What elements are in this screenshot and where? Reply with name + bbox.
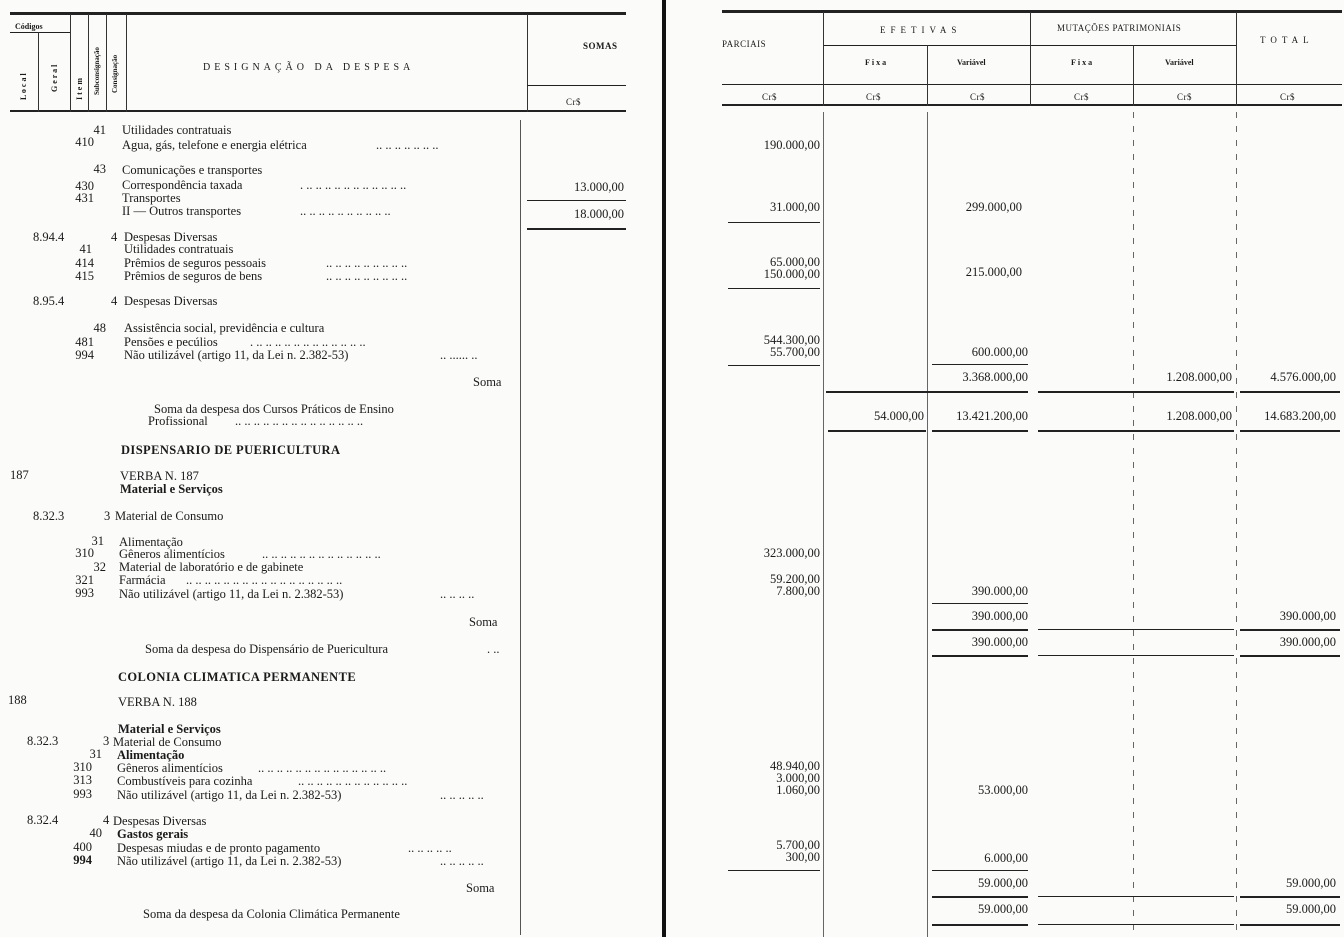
code: 188 (8, 693, 27, 707)
dot-leader: .. .. .. .. .. .. .. .. .. .. .. .. .. .. (235, 414, 364, 428)
line-desc: Material de Consumo (113, 735, 222, 749)
efetivas-header: EFETIVAS (880, 25, 962, 35)
total-value: 59.000,00 (1286, 902, 1336, 916)
parcial-value: 3.000,00 (776, 771, 820, 785)
line-desc: Alimentação (117, 748, 185, 762)
dot-leader: . .. (487, 642, 500, 656)
line-desc: Não utilizável (artigo 11, da Lei n. 2.382-53) (119, 587, 344, 601)
dot-leader: .. .. .. .. .. .. .. .. .. .. .. .. .. (262, 547, 381, 561)
variavel-header: Variável (1165, 58, 1194, 67)
dot-leader: .. .. .. .. .. .. .. .. .. (326, 256, 408, 270)
total-value: 4.576.000,00 (1270, 370, 1336, 384)
line-desc: Material de laboratório e de gabinete (119, 560, 304, 574)
currency-label: Cr$ (970, 92, 985, 102)
code: 41 (93, 123, 106, 137)
mutacoes-value: 1.208.000,00 (1166, 409, 1232, 423)
code: 321 (75, 573, 94, 587)
dot-leader: .. ...... .. (440, 348, 478, 362)
header-top-rule (722, 10, 1342, 13)
code: 431 (75, 191, 94, 205)
dot-leader: .. .. .. .. .. .. .. .. .. .. .. .. .. .. .. .. .. (186, 573, 343, 587)
line-desc: Despesas Diversas (113, 814, 207, 828)
desc-right-border (520, 120, 521, 935)
somas-underline (527, 228, 626, 230)
total-underline (1240, 391, 1340, 393)
line-desc: Gêneros alimentícios (117, 761, 223, 775)
consignacao-label: Consignação (111, 54, 119, 93)
section-title: COLONIA CLIMATICA PERMANENTE (118, 670, 357, 684)
col-sep (1236, 12, 1237, 106)
page-gutter (640, 0, 680, 937)
variavel-value: 6.000,00 (984, 851, 1028, 865)
line-desc: Correspondência taxada (122, 178, 243, 192)
col-sep (106, 14, 107, 112)
dot-leader: .. .. .. .. .. .. .. .. .. .. .. .. (298, 774, 408, 788)
code: 8.32.3 (33, 509, 65, 523)
mutacoes-header: MUTAÇÕES PATRIMONIAIS (1057, 23, 1182, 33)
code: 4 (111, 230, 118, 244)
binding-edge (662, 0, 666, 937)
parcial-value: 544.300,00 (763, 333, 820, 347)
line-desc: II — Outros transportes (122, 204, 242, 218)
variavel-underline (932, 870, 1028, 871)
col-sep (1030, 12, 1031, 106)
total-underline (1240, 896, 1340, 898)
fixa-value: 54.000,00 (874, 409, 924, 423)
line-desc: Utilidades contratuais (124, 242, 234, 256)
code: 415 (75, 269, 94, 283)
soma-desc: Soma da despesa do Dispensário de Puericultura (145, 642, 388, 656)
line-desc: Farmácia (119, 573, 166, 587)
code: 481 (75, 335, 94, 349)
section-title: DISPENSARIO DE PUERICULTURA (121, 443, 341, 457)
variavel-value: 600.000,00 (971, 345, 1028, 359)
header-top-rule (10, 12, 626, 15)
variavel-underline (932, 655, 1028, 657)
code: 4 (103, 813, 110, 827)
dot-leader: .. .. .. .. .. .. .. .. .. .. .. .. .. .. (258, 761, 387, 775)
fixa-header: Fixa (865, 58, 889, 67)
variavel-value: 215.000,00 (965, 265, 1022, 279)
parcial-value: 7.800,00 (776, 584, 820, 598)
code: 3 (103, 734, 110, 748)
line-desc: Combustíveis para cozinha (117, 774, 253, 788)
currency-label: Cr$ (1280, 92, 1295, 102)
parcial-value: 300,00 (785, 850, 820, 864)
parcial-value: 48.940,00 (770, 759, 820, 773)
dot-leader: .. .. .. .. (440, 587, 475, 601)
code: 994 (75, 348, 94, 362)
line-desc: Alimentação (119, 535, 183, 549)
parcial-value: 150.000,00 (763, 267, 820, 281)
fixa-underline (828, 430, 926, 432)
col-sep (527, 14, 528, 112)
code: 32 (93, 560, 106, 574)
code: 310 (73, 760, 92, 774)
dot-leader: . .. .. .. .. .. .. .. .. .. .. .. .. (250, 335, 366, 349)
code: 4 (111, 294, 118, 308)
col-sep (88, 14, 89, 112)
line-desc: Assistência social, previdência e cultura (124, 321, 325, 335)
variavel-underline (932, 629, 1028, 631)
code: 48 (93, 321, 106, 335)
col-sep (823, 12, 824, 106)
line-desc: Pensões e pecúlios (124, 335, 218, 349)
variavel-value: 59.000,00 (978, 902, 1028, 916)
col-sep (1133, 45, 1134, 106)
subtitle: Material e Serviços (118, 722, 221, 736)
fixa-header: Fixa (1071, 58, 1095, 67)
parcial-underline (728, 870, 820, 871)
dot-leader: .. .. .. .. .. (440, 788, 484, 802)
total-underline (1240, 430, 1340, 432)
total-underline (1240, 655, 1340, 657)
line-desc: Agua, gás, telefone e energia elétrica (122, 138, 307, 152)
total-underline (1240, 924, 1340, 926)
somas-header: SOMAS (583, 41, 618, 51)
parcial-value: 31.000,00 (770, 200, 820, 214)
parcial-value: 190.000,00 (763, 138, 820, 152)
variavel-underline (932, 924, 1028, 926)
verba-title: VERBA N. 188 (118, 695, 197, 709)
subconsignacao-label: Subconsignação (93, 47, 101, 95)
line-desc: Utilidades contratuais (122, 123, 232, 137)
soma-label: Soma (469, 615, 498, 629)
code: 8.95.4 (33, 294, 65, 308)
parcial-value: 1.060,00 (776, 783, 820, 797)
mutacoes-underline (1038, 629, 1234, 630)
parcial-underline (728, 365, 820, 366)
col-sep (1133, 112, 1134, 937)
somas-underline (527, 200, 626, 201)
line-desc: Gêneros alimentícios (119, 547, 225, 561)
code: 310 (75, 546, 94, 560)
parcial-value: 323.000,00 (763, 546, 820, 560)
dot-leader: .. .. .. .. .. .. .. .. .. .. (300, 204, 391, 218)
line-desc: Transportes (122, 191, 181, 205)
line-desc: Não utilizável (artigo 11, da Lei n. 2.382-53) (117, 854, 342, 868)
variavel-underline (932, 603, 1028, 604)
variavel-header: Variável (957, 58, 986, 67)
line-desc: Não utilizável (artigo 11, da Lei n. 2.382-53) (124, 348, 349, 362)
code: 993 (73, 787, 92, 801)
soma-desc: Profissional (148, 414, 208, 428)
code: 430 (75, 179, 94, 193)
variavel-value: 53.000,00 (978, 783, 1028, 797)
codigos-label: Códigos (15, 22, 43, 31)
code: 31 (89, 747, 102, 761)
dot-leader: . .. .. .. .. .. .. .. .. .. .. .. (300, 178, 407, 192)
code: 414 (75, 256, 94, 270)
line-desc: Material de Consumo (115, 509, 224, 523)
total-underline (1240, 629, 1340, 631)
code: 993 (75, 586, 94, 600)
code: 313 (73, 773, 92, 787)
dot-leader: .. .. .. .. .. .. .. (376, 138, 439, 152)
total-value: 390.000,00 (1279, 609, 1336, 623)
currency-label: Cr$ (1177, 92, 1192, 102)
currency-label: Cr$ (566, 97, 581, 107)
currency-label: Cr$ (866, 92, 881, 102)
dot-leader: .. .. .. .. .. (408, 841, 452, 855)
code: 8.94.4 (33, 230, 65, 244)
somas-value: 18.000,00 (574, 207, 624, 221)
col-sep (38, 32, 39, 112)
col-sep (70, 14, 71, 112)
code: 8.32.3 (27, 734, 59, 748)
total-header: TOTAL (1260, 35, 1314, 45)
parcial-value: 59.200,00 (770, 572, 820, 586)
col-sep (1236, 112, 1237, 937)
code: 3 (104, 509, 111, 523)
line-desc: Despesas Diversas (124, 294, 218, 308)
variavel-underline (826, 391, 1028, 393)
col-sep (126, 14, 127, 112)
parcial-value: 65.000,00 (770, 255, 820, 269)
mutacoes-underline (1038, 655, 1234, 656)
line-desc: Despesas miudas e de pronto pagamento (117, 841, 321, 855)
geral-label: G e r a l (50, 64, 59, 92)
parcial-value: 5.700,00 (776, 838, 820, 852)
total-value: 390.000,00 (1279, 635, 1336, 649)
line-desc: Comunicações e transportes (122, 163, 263, 177)
mutacoes-value: 1.208.000,00 (1166, 370, 1232, 384)
code: 31 (91, 534, 104, 548)
line-desc: Prêmios de seguros pessoais (124, 256, 266, 270)
total-value: 59.000,00 (1286, 876, 1336, 890)
item-label: I t e m (75, 78, 84, 100)
somas-rule (527, 85, 626, 86)
parciais-header: PARCIAIS (722, 39, 767, 49)
soma-label: Soma (473, 375, 502, 389)
variavel-value: 390.000,00 (971, 584, 1028, 598)
designacao-header: DESIGNAÇÃO DA DESPESA (203, 62, 415, 73)
variavel-value: 59.000,00 (978, 876, 1028, 890)
code: 400 (73, 840, 92, 854)
variavel-underline (932, 896, 1028, 898)
somas-value: 13.000,00 (574, 180, 624, 194)
variavel-value: 13.421.200,00 (956, 409, 1028, 423)
mutacoes-underline (1038, 430, 1234, 432)
variavel-underline (932, 364, 1028, 365)
variavel-value: 299.000,00 (965, 200, 1022, 214)
parcial-underline (728, 222, 820, 223)
line-desc: Prêmios de seguros de bens (124, 269, 263, 283)
variavel-value: 390.000,00 (971, 609, 1028, 623)
verba-title: VERBA N. 187 (120, 469, 199, 483)
col-sep (927, 112, 928, 937)
currency-label: Cr$ (762, 92, 777, 102)
parcial-underline (728, 288, 820, 289)
line-desc: Despesas Diversas (124, 230, 218, 244)
dot-leader: .. .. .. .. .. (440, 854, 484, 868)
code: 40 (89, 826, 102, 840)
col-sep (927, 45, 928, 106)
soma-label: Soma (466, 881, 495, 895)
dot-leader: .. .. .. .. .. .. .. .. .. (326, 269, 408, 283)
col-sep (823, 112, 824, 937)
currency-label: Cr$ (1074, 92, 1089, 102)
code: 187 (10, 468, 29, 482)
mutacoes-underline (1038, 391, 1234, 393)
soma-desc: Soma da despesa dos Cursos Práticos de Ensino (154, 402, 394, 416)
subtitle: Material e Serviços (120, 482, 223, 496)
code: 410 (75, 135, 94, 149)
header-bottom-rule (10, 110, 626, 112)
code: 41 (79, 242, 92, 256)
code: 43 (93, 162, 106, 176)
cr-rule (722, 84, 1342, 85)
line-desc: Não utilizável (artigo 11, da Lei n. 2.382-53) (117, 788, 342, 802)
code: 994 (73, 853, 92, 867)
variavel-underline (932, 430, 1028, 432)
total-value: 14.683.200,00 (1264, 409, 1336, 423)
code: 8.32.4 (27, 813, 59, 827)
line-desc: Gastos gerais (117, 827, 189, 841)
mutacoes-underline (1038, 924, 1234, 925)
variavel-value: 3.368.000,00 (962, 370, 1028, 384)
variavel-value: 390.000,00 (971, 635, 1028, 649)
soma-desc: Soma da despesa da Colonia Climática Permanente (143, 907, 400, 921)
parcial-value: 55.700,00 (770, 345, 820, 359)
local-label: L o c a l (19, 73, 28, 100)
header-bottom-rule (722, 104, 1342, 106)
mutacoes-underline (1038, 896, 1234, 897)
